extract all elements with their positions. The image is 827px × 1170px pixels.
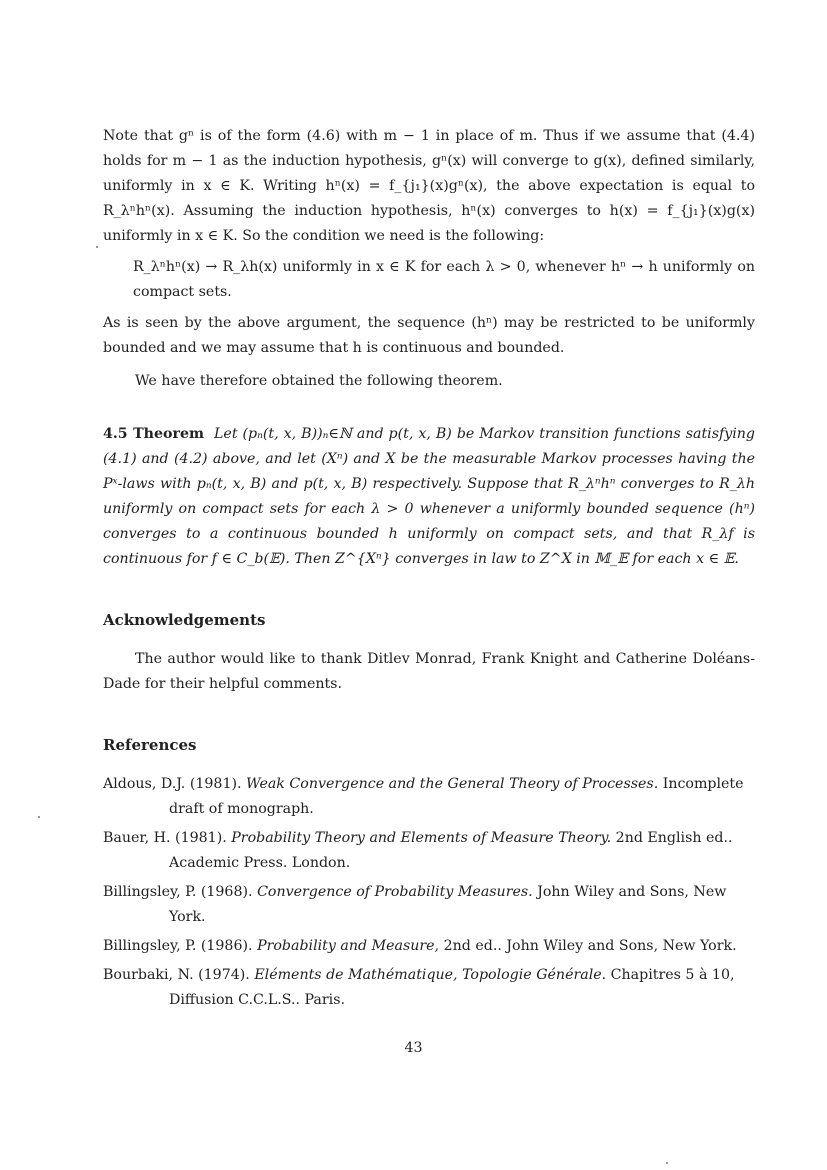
page-body: [103, 124, 755, 1017]
references-heading: References: [103, 736, 197, 754]
theorem-text: Let (pₙ(t, x, B))ₙ∈ℕ and p(t, x, B) be Markov transition functions satisfying (4.1) and (4.2) above, and let (Xⁿ) and X be the measurable Markov processes having the Pˣ-laws with pₙ(t, x, B) and p(t, x, B) respectively. Suppose that R_λⁿhⁿ converges to R_λh uniformly on compact sets for each λ > 0 whenever a uniformly bounded sequence (hⁿ) converges to a continuous bounded h uniformly on compact sets, and that R_λf is continuous for f ∈ C_b(𝔼). Then Z^{Xⁿ} converges in law to Z^X in 𝕄_𝔼 for each x ∈ 𝔼.: [103, 426, 756, 567]
scan-speck: [666, 1162, 668, 1164]
references-list: [103, 772, 755, 1013]
reference-item: Bourbaki, N. (1974). Eléments de Mathématique, Topologie Générale. Chapitres 5 à 10, Diffusion C.C.L.S.. Paris.: [103, 967, 735, 1008]
reference-item: Bauer, H. (1981). Probability Theory and Elements of Measure Theory. 2nd English ed.. Academic Press. London.: [103, 830, 733, 871]
display-condition: R_λⁿhⁿ(x) → R_λh(x) uniformly in x ∈ K for each λ > 0, whenever hⁿ → h uniformly on compact sets.: [133, 259, 755, 300]
scan-speck: [38, 816, 40, 818]
page-number: 43: [404, 1040, 423, 1056]
acknowledgements-heading: Acknowledgements: [103, 611, 266, 629]
theorem-4-5: [103, 422, 755, 572]
paragraph-induction: Note that gⁿ is of the form (4.6) with m − 1 in place of m. Thus if we assume that (4.4) holds for m − 1 as the induction hypothesis, gⁿ(x) will converge to g(x), defined similarly, uniformly in x ∈ K. Writing hⁿ(x) = f_{j₁}(x)gⁿ(x), the above expectation is equal to R_λⁿhⁿ(x). Assuming the induction hypothesis, hⁿ(x) converges to h(x) = f_{j₁}(x)g(x) uniformly in x ∈ K. So the condition we need is the following:: [103, 128, 755, 244]
scan-speck: [96, 246, 98, 248]
paragraph-argument: As is seen by the above argument, the sequence (hⁿ) may be restricted to be uniformly bounded and we may assume that h is continuous and bounded.: [103, 315, 755, 356]
reference-item: Aldous, D.J. (1981). Weak Convergence and the General Theory of Processes. Incomplete draft of monograph.: [103, 776, 744, 817]
acknowledgements-text: The author would like to thank Ditlev Monrad, Frank Knight and Catherine Doléans-Dade for their helpful comments.: [103, 651, 755, 692]
theorem-label: 4.5 Theorem: [103, 426, 204, 442]
reference-item: Billingsley, P. (1986). Probability and Measure, 2nd ed.. John Wiley and Sons, New York.: [103, 938, 737, 954]
paragraph-therefore: We have therefore obtained the following theorem.: [135, 373, 503, 389]
reference-item: Billingsley, P. (1968). Convergence of Probability Measures. John Wiley and Sons, New York.: [103, 884, 727, 925]
